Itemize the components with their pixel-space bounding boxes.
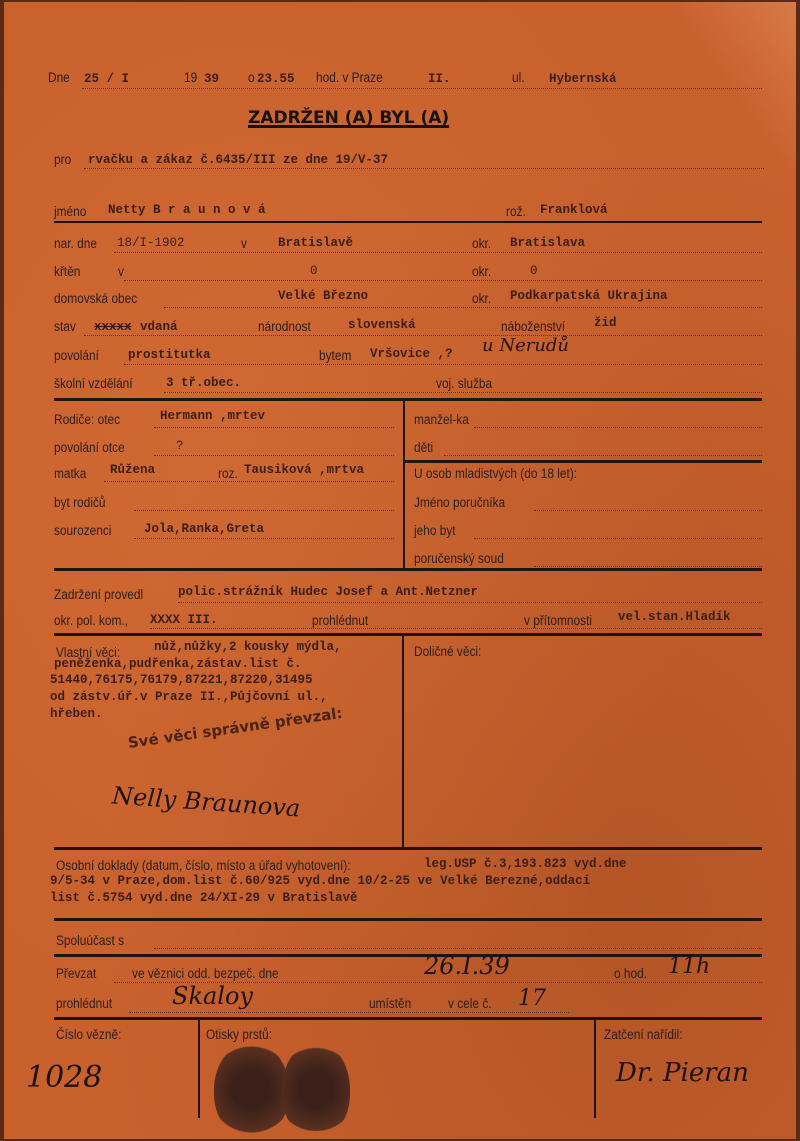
children-label: děti — [414, 440, 434, 455]
siblings-value: Jola,Ranka,Greta — [144, 522, 265, 536]
occupation-value: prostitutka — [128, 348, 211, 362]
folded-corner — [656, 2, 796, 202]
documents-line: leg.USP č.3,193.823 vyd.dne — [424, 857, 627, 871]
fingerprints-label: Otisky prstů: — [206, 1027, 273, 1042]
taken-hour-label: o hod. — [614, 966, 648, 981]
religion-label: náboženství — [501, 319, 566, 334]
nationality-label: národnost — [258, 319, 311, 334]
reason-label: pro — [54, 152, 72, 167]
religion-value: žid — [594, 316, 617, 330]
reason-value: rvačku a zákaz č.6435/III ze dne 19/V-37 — [88, 153, 389, 167]
status-label: stav — [54, 319, 76, 334]
father-value: Hermann ,mrtev — [160, 409, 266, 423]
baptised-value: 0 — [310, 264, 318, 278]
born-value: 18/I-1902 — [117, 236, 185, 250]
ordered-by-signature: Dr. Pieran — [616, 1058, 749, 1088]
home-okr-label: okr. — [472, 291, 492, 306]
hour-label: o — [248, 70, 255, 85]
belongings-line: od zástv.úř.v Praze II.,Půjčovní ul., — [50, 690, 328, 704]
belongings-label: Vlastní věci: — [56, 645, 121, 660]
born-okr-value: Bratislava — [510, 236, 586, 250]
belongings-line: 51440,76175,76179,87221,87220,31495 — [50, 673, 313, 687]
street-value: Hybernská — [549, 72, 617, 86]
searched-label: prohlédnut — [312, 613, 369, 628]
school-value: 3 tř.obec. — [166, 376, 242, 390]
baptised-place-label: v — [118, 264, 124, 279]
taken-label-2: ve věznici odd. bezpeč. dne — [132, 966, 279, 981]
station-label: okr. pol. kom., — [54, 613, 128, 628]
maiden-label: rož. — [506, 204, 526, 219]
fingerprint-right — [282, 1042, 350, 1137]
father-label: Rodiče: otec — [54, 412, 121, 427]
baptised-okr-value: 0 — [530, 264, 538, 278]
station-value: XXXX III. — [150, 613, 218, 627]
street-label: ul. — [512, 70, 525, 85]
evidence-label: Doličné věci: — [414, 644, 482, 659]
prisoner-number-value: 1028 — [26, 1060, 103, 1095]
taken-date: 26.I.39 — [424, 952, 510, 980]
district-value: II. — [428, 72, 451, 86]
date-label: Dne — [48, 70, 70, 85]
court-label: poručenský soud — [414, 551, 504, 566]
hour-value: 23.55 — [257, 72, 295, 86]
baptised-okr-label: okr. — [472, 264, 492, 279]
complicity-label: Spoluúčast s — [56, 933, 125, 948]
parents-home-label: byt rodičů — [54, 495, 106, 510]
residence-label: bytem — [319, 348, 352, 363]
prisoner-number-label: Číslo vězně: — [56, 1027, 122, 1042]
cell-value: 17 — [518, 986, 546, 1011]
year-value: 39 — [204, 72, 220, 86]
searcher-signature: Skaloy — [172, 982, 253, 1010]
nationality-value: slovenská — [348, 318, 416, 332]
date-value: 25 / I — [84, 72, 130, 86]
belongings-line: hřeben. — [50, 707, 103, 721]
cell-label: v cele č. — [448, 996, 492, 1011]
place-label: hod. v Praze — [316, 70, 383, 85]
placed-label: umístěn — [369, 996, 412, 1011]
received-stamp: Své věci správně převzal: — [126, 703, 344, 752]
mother-value: Růžena — [110, 463, 156, 477]
born-okr-label: okr. — [472, 236, 492, 251]
baptised-label: křtěn — [54, 264, 81, 279]
belongings-line: nůž,nůžky,2 kousky mýdla, — [154, 640, 342, 654]
born-place-value: Bratislavě — [278, 236, 354, 250]
status-value: vdaná — [140, 320, 178, 334]
father-job-value: ? — [176, 439, 184, 453]
name-label: jméno — [54, 204, 87, 219]
mother-maiden-label: roz. — [218, 466, 238, 481]
maiden-value: Franklová — [540, 203, 608, 217]
father-job-label: povolání otce — [54, 440, 125, 455]
born-label: nar. dne — [54, 236, 97, 251]
guardian-home-label: jeho byt — [414, 523, 456, 538]
home-okr-value: Podkarpatská Ukrajina — [510, 289, 668, 303]
spouse-label: manžel-ka — [414, 412, 469, 427]
fingerprint-left — [214, 1042, 289, 1137]
school-label: školní vzdělání — [54, 376, 133, 391]
taken-hour-value: 11h — [668, 954, 711, 979]
home-value: Velké Březno — [278, 289, 369, 303]
ordered-by-label: Zatčení nařídil: — [604, 1027, 683, 1042]
belongings-line: peněženka,pudřenka,zástav.list č. — [54, 657, 302, 671]
prison-searched-label: prohlédnut — [56, 996, 113, 1011]
status-struck: xxxxx — [94, 320, 132, 334]
occupation-label: povolání — [54, 348, 99, 363]
documents-line: 9/5-34 v Praze,dom.list č.60/925 vyd.dne 10/2-25 ve Velké Berezné,oddací — [50, 874, 591, 888]
guardian-label: Jméno poručníka — [414, 495, 506, 510]
mother-maiden-value: Tausiková ,mrtva — [244, 463, 365, 477]
military-label: voj. služba — [436, 376, 493, 391]
born-place-label: v — [241, 236, 247, 251]
documents-line: list č.5754 vyd.dne 24/XI-29 v Bratislavě — [50, 891, 358, 905]
year-prefix: 19 — [184, 70, 198, 85]
taken-label: Převzat — [56, 966, 97, 981]
arrest-record-form — [4, 2, 796, 1139]
residence-handwritten: u Nerudů — [482, 335, 570, 356]
minors-label: U osob mladistvých (do 18 let): — [414, 466, 578, 481]
presence-label: v přítomnosti — [524, 613, 593, 628]
prisoner-signature: Nelly Braunova — [111, 781, 302, 823]
form-title: ZADRŽEN (A) BYL (A) — [248, 108, 450, 128]
residence-value: Vršovice ,? — [370, 347, 453, 361]
documents-label: Osobní doklady (datum, číslo, místo a úřad vyhotovení): — [56, 858, 351, 873]
arrested-by-label: Zadržení provedl — [54, 587, 144, 602]
home-label: domovská obec — [54, 291, 138, 306]
name-value: Netty B r a u n o v á — [108, 203, 266, 217]
siblings-label: sourozenci — [54, 523, 112, 538]
arrested-by-value: polic.strážník Hudec Josef a Ant.Netzner — [178, 585, 479, 599]
presence-value: vel.stan.Hladík — [618, 610, 731, 624]
mother-label: matka — [54, 466, 87, 481]
